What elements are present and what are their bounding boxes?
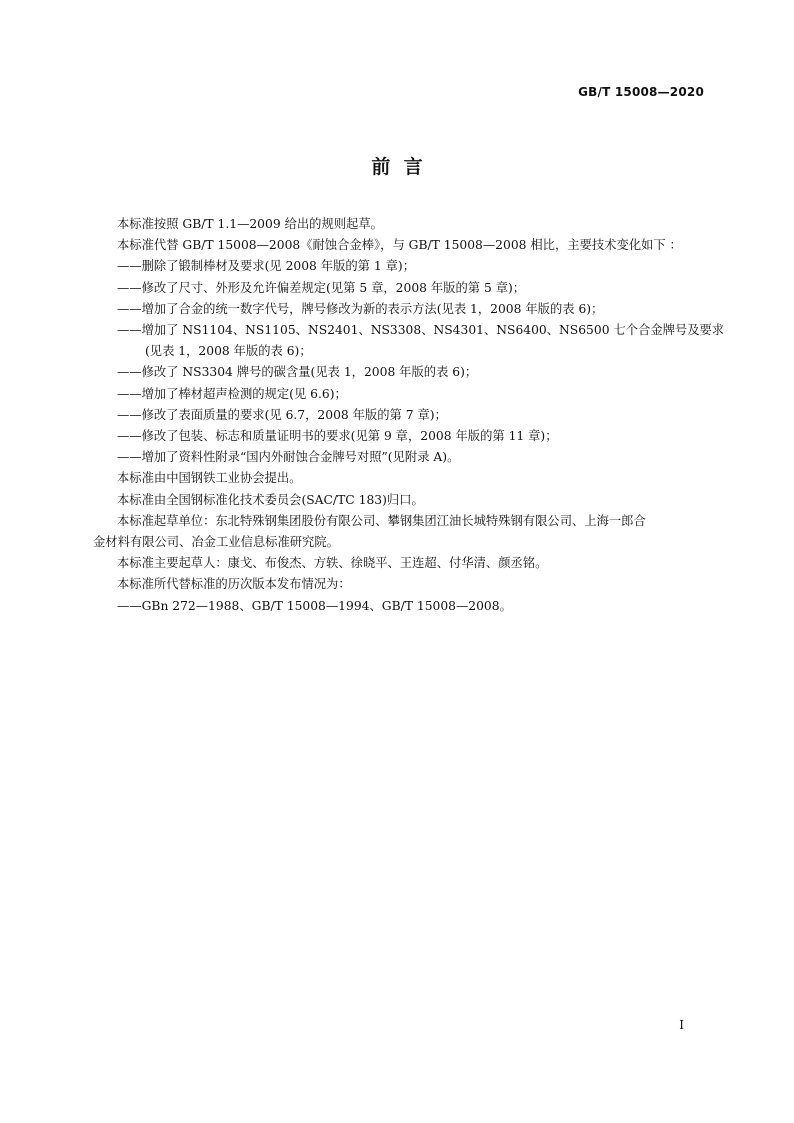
history-item: ——GBn 272—1988、GB/T 15008—1994、GB/T 15008—2008。: [117, 598, 512, 613]
paragraph-drafting-rule: 本标准按照 GB/T 1.1—2009 给出的规则起草。: [117, 217, 383, 231]
change-item-4-line-2: (见表 1，2008 年版的表 6)；: [145, 344, 312, 359]
change-item-1: ——删除了锻制棒材及要求(见 2008 年版的第 1 章)；: [117, 259, 415, 274]
change-item-3: ——增加了合金的统一数字代号，牌号修改为新的表示方法(见表 1，2008 年版的表 6)；: [117, 301, 604, 316]
paragraph-history: 本标准所代替标准的历次版本发布情况为：: [117, 577, 351, 592]
change-item-4-line-1: ——增加了 NS1104、NS1105、NS2401、NS3308、NS4301、NS6400、NS6500 七个合金牌号及要求: [117, 323, 725, 338]
paragraph-drafters: 本标准主要起草人：康戈、布俊杰、方轶、徐晓平、王连超、付华清、颜丞铭。: [117, 556, 548, 571]
paragraph-drafting-units-line-1: 本标准起草单位：东北特殊钢集团股份有限公司、攀钢集团江油长城特殊钢有限公司、上海一郎合: [117, 513, 646, 528]
page-number: I: [679, 1018, 684, 1032]
change-item-7: ——修改了表面质量的要求(见 6.7，2008 年版的第 7 章)；: [117, 407, 447, 422]
paragraph-proposer: 本标准由中国钢铁工业协会提出。: [117, 471, 302, 486]
paragraph-committee: 本标准由全国钢标准化技术委员会(SAC/TC 183)归口。: [117, 492, 424, 507]
change-item-2: ——修改了尺寸、外形及允许偏差规定(见第 5 章，2008 年版的第 5 章)；: [117, 280, 526, 295]
change-item-5: ——修改了 NS3304 牌号的碳含量(见表 1，2008 年版的表 6)；: [117, 365, 478, 380]
foreword-body: [93, 214, 725, 617]
change-item-6: ——增加了棒材超声检测的规定(见 6.6)；: [117, 386, 347, 401]
paragraph-replacement: 本标准代替 GB/T 15008—2008《耐蚀合金棒》，与 GB/T 15008—2008 相比，主要技术变化如下 ：: [117, 238, 682, 253]
change-item-8: ——修改了包装、标志和质量证明书的要求(见第 9 章，2008 年版的第 11 章)；: [117, 429, 558, 444]
page-title: 前 言: [371, 156, 423, 178]
change-item-9: ——增加了资料性附录“国内外耐蚀合金牌号对照”(见附录 A)。: [117, 450, 460, 465]
paragraph-drafting-units-line-2: 金材料有限公司、冶金工业信息标准研究院。: [93, 535, 339, 550]
standard-code: GB/T 15008—2020: [578, 85, 704, 99]
